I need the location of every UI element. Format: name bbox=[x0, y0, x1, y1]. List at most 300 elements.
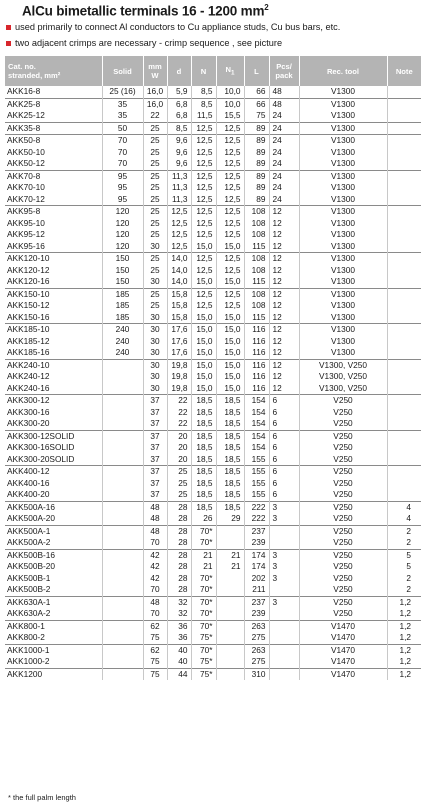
table-cell-tool: V1300 bbox=[299, 300, 387, 312]
col-header-pcs-pack bbox=[269, 56, 299, 86]
table-cell-mm: 42 bbox=[143, 561, 167, 573]
table-cell-tool: V1470 bbox=[299, 644, 387, 656]
table-cell-pcs: 48 bbox=[269, 86, 299, 98]
table-cell-cat: AKK150-10 bbox=[5, 288, 102, 300]
table-cell-note bbox=[387, 442, 421, 454]
table-cell-l: 116 bbox=[244, 383, 269, 395]
table-cell-d: 19,8 bbox=[167, 359, 191, 371]
table-cell-d: 6,8 bbox=[167, 110, 191, 122]
table-cell-solid bbox=[102, 608, 143, 620]
table-cell-note bbox=[387, 288, 421, 300]
table-cell-l: 116 bbox=[244, 371, 269, 383]
table-row bbox=[5, 656, 421, 668]
table-cell-n1: 12,5 bbox=[216, 218, 244, 230]
table-cell-n: 12,5 bbox=[191, 265, 216, 277]
table-cell-note bbox=[387, 194, 421, 206]
table-cell-cat: AKK35-8 bbox=[5, 122, 102, 135]
table-cell-pcs: 12 bbox=[269, 324, 299, 336]
table-cell-pcs: 6 bbox=[269, 418, 299, 430]
table-cell-pcs bbox=[269, 584, 299, 596]
table-cell-note: 1,2 bbox=[399, 656, 411, 666]
table-cell-n1 bbox=[216, 668, 244, 680]
table-cell-cat: AKK240-12 bbox=[5, 371, 102, 383]
table-cell-solid bbox=[102, 656, 143, 668]
table-cell-solid bbox=[102, 549, 143, 561]
table-row bbox=[5, 253, 421, 265]
table-cell-tool: V1300 bbox=[299, 135, 387, 147]
table-cell-l: 108 bbox=[244, 253, 269, 265]
table-cell-note bbox=[387, 454, 421, 466]
table-cell-solid bbox=[102, 418, 143, 430]
table-cell-l: 237 bbox=[244, 596, 269, 608]
table-cell-solid bbox=[102, 668, 143, 680]
table-cell-n1: 18,5 bbox=[216, 489, 244, 501]
table-cell-d: 22 bbox=[167, 407, 191, 419]
table-cell-pcs: 12 bbox=[269, 218, 299, 230]
table-cell-note: 5 bbox=[406, 561, 411, 571]
table-cell-d: 15,8 bbox=[167, 288, 191, 300]
table-cell-n: 12,5 bbox=[191, 206, 216, 218]
table-row bbox=[5, 194, 421, 206]
table-cell-n: 18,5 bbox=[191, 454, 216, 466]
table-row bbox=[5, 135, 421, 147]
table-cell-l: 89 bbox=[244, 122, 269, 135]
table-cell-pcs: 12 bbox=[269, 276, 299, 288]
table-cell-n1: 18,5 bbox=[216, 418, 244, 430]
table-cell-cat: AKK50-10 bbox=[5, 147, 102, 159]
table-cell-n1: 18,5 bbox=[216, 395, 244, 407]
table-cell-solid: 185 bbox=[102, 300, 143, 312]
table-cell-solid: 70 bbox=[102, 147, 143, 159]
table-cell-l: 155 bbox=[244, 489, 269, 501]
table-cell-cat: AKK120-16 bbox=[5, 276, 102, 288]
table-cell-solid: 70 bbox=[102, 158, 143, 170]
table-row bbox=[5, 537, 421, 549]
table-cell-l: 239 bbox=[244, 608, 269, 620]
table-row bbox=[5, 466, 421, 478]
table-cell-solid bbox=[102, 632, 143, 644]
table-cell-mm: 25 bbox=[143, 158, 167, 170]
table-cell-n1: 12,5 bbox=[216, 194, 244, 206]
table-cell-d: 11,3 bbox=[167, 194, 191, 206]
table-row bbox=[5, 265, 421, 277]
table-row bbox=[5, 324, 421, 336]
table-cell-n: 21 bbox=[191, 561, 216, 573]
table-cell-pcs: 6 bbox=[269, 454, 299, 466]
table-cell-solid: 185 bbox=[102, 312, 143, 324]
table-cell-n1: 12,5 bbox=[216, 229, 244, 241]
table-cell-pcs: 24 bbox=[269, 194, 299, 206]
table-cell-pcs bbox=[269, 537, 299, 549]
table-cell-cat: AKK500A-20 bbox=[5, 513, 102, 525]
table-cell-solid: 120 bbox=[102, 218, 143, 230]
table-cell-note bbox=[387, 430, 421, 442]
table-cell-d: 8,5 bbox=[167, 122, 191, 135]
table-cell-cat: AKK800-1 bbox=[5, 620, 102, 632]
table-row bbox=[5, 430, 421, 442]
table-cell-note bbox=[387, 489, 421, 501]
table-cell-cat: AKK120-10 bbox=[5, 253, 102, 265]
table-cell-solid bbox=[102, 359, 143, 371]
table-cell-pcs: 12 bbox=[269, 253, 299, 265]
table-cell-solid: 25 (16) bbox=[102, 86, 143, 98]
table-cell-cat: AKK50-12 bbox=[5, 158, 102, 170]
table-row bbox=[5, 596, 421, 608]
table-cell-tool: V250 bbox=[299, 608, 387, 620]
table-header-row bbox=[5, 56, 421, 86]
table-cell-mm: 25 bbox=[143, 122, 167, 135]
table-cell-cat: AKK400-20 bbox=[5, 489, 102, 501]
table-cell-cat: AKK630A-1 bbox=[5, 596, 102, 608]
table-cell-l: 108 bbox=[244, 229, 269, 241]
table-cell-tool: V1300 bbox=[299, 86, 387, 98]
table-cell-pcs: 12 bbox=[269, 371, 299, 383]
table-cell-n: 18,5 bbox=[191, 418, 216, 430]
table-cell-mm: 70 bbox=[143, 537, 167, 549]
table-cell-l: 75 bbox=[244, 110, 269, 122]
table-cell-mm: 25 bbox=[143, 206, 167, 218]
table-cell-solid: 35 bbox=[102, 98, 143, 110]
table-row bbox=[5, 549, 421, 561]
table-cell-n: 11,5 bbox=[191, 110, 216, 122]
table-cell-cat: AKK800-2 bbox=[5, 632, 102, 644]
table-cell-cat: AKK400-12 bbox=[5, 466, 102, 478]
table-cell-l: 275 bbox=[244, 632, 269, 644]
table-cell-n1: 15,0 bbox=[216, 312, 244, 324]
table-cell-n: 12,5 bbox=[191, 300, 216, 312]
table-cell-n1: 12,5 bbox=[216, 300, 244, 312]
table-row bbox=[5, 668, 421, 680]
table-cell-mm: 25 bbox=[143, 218, 167, 230]
table-cell-mm: 30 bbox=[143, 276, 167, 288]
table-cell-cat: AKK70-12 bbox=[5, 194, 102, 206]
table-cell-cat: AKK400-16 bbox=[5, 478, 102, 490]
table-cell-mm: 16,0 bbox=[143, 86, 167, 98]
header-text: Cat. no. bbox=[8, 62, 36, 71]
table-cell-tool: V1470 bbox=[299, 668, 387, 680]
title-superscript: 2 bbox=[264, 3, 269, 12]
table-cell-d: 28 bbox=[167, 561, 191, 573]
table-cell-note: 2 bbox=[387, 525, 421, 537]
table-row bbox=[5, 442, 421, 454]
table-cell-solid: 50 bbox=[102, 122, 143, 135]
table-cell-solid bbox=[102, 383, 143, 395]
table-cell-note: 4 bbox=[406, 513, 411, 523]
table-cell-l: 66 bbox=[244, 86, 269, 98]
table-cell-mm: 70 bbox=[143, 608, 167, 620]
table-cell-n: 18,5 bbox=[191, 466, 216, 478]
table-cell-d: 22 bbox=[167, 395, 191, 407]
table-cell-mm: 70 bbox=[143, 584, 167, 596]
table-cell-cat: AKK95-16 bbox=[5, 241, 102, 253]
table-cell-l: 310 bbox=[244, 668, 269, 680]
table-cell-pcs: 6 bbox=[269, 430, 299, 442]
table-cell-n1: 10,0 bbox=[216, 86, 244, 98]
table-cell-cat: AKK1200 bbox=[5, 668, 102, 680]
table-cell-d: 28 bbox=[167, 537, 191, 549]
table-row bbox=[5, 98, 421, 110]
table-cell-l: 89 bbox=[244, 182, 269, 194]
table-cell-n: 15,0 bbox=[191, 324, 216, 336]
table-row bbox=[5, 584, 421, 596]
table-cell-d: 28 bbox=[167, 584, 191, 596]
table-cell-mm: 75 bbox=[143, 656, 167, 668]
table-cell-mm: 37 bbox=[143, 489, 167, 501]
table-cell-note bbox=[387, 395, 421, 407]
table-cell-n1: 18,5 bbox=[216, 430, 244, 442]
table-cell-mm: 48 bbox=[143, 513, 167, 525]
table-cell-solid bbox=[102, 395, 143, 407]
table-cell-mm: 37 bbox=[143, 407, 167, 419]
col-header-n1 bbox=[216, 56, 244, 86]
table-cell-mm: 25 bbox=[143, 265, 167, 277]
table-cell-cat: AKK500A-1 bbox=[5, 525, 102, 537]
table-cell-note bbox=[387, 98, 421, 110]
table-cell-note: 1,2 bbox=[399, 608, 411, 618]
table-cell-note: 1,2 bbox=[387, 668, 421, 680]
table-cell-l: 275 bbox=[244, 656, 269, 668]
table-cell-d: 12,5 bbox=[167, 241, 191, 253]
table-cell-n: 21 bbox=[191, 549, 216, 561]
table-cell-n1: 12,5 bbox=[216, 265, 244, 277]
table-cell-tool: V1300 bbox=[299, 229, 387, 241]
table-cell-n: 70* bbox=[191, 525, 216, 537]
table-cell-tool: V1300 bbox=[299, 98, 387, 110]
table-cell-solid: 95 bbox=[102, 194, 143, 206]
table-cell-solid: 150 bbox=[102, 265, 143, 277]
table-cell-solid bbox=[102, 525, 143, 537]
table-cell-n1 bbox=[216, 656, 244, 668]
table-cell-n1: 29 bbox=[216, 513, 244, 525]
table-cell-d: 32 bbox=[167, 608, 191, 620]
note-bullet-2 bbox=[6, 38, 282, 48]
table-cell-pcs: 6 bbox=[269, 478, 299, 490]
table-cell-tool: V1300 bbox=[299, 276, 387, 288]
table-cell-n1: 15,0 bbox=[216, 336, 244, 348]
table-cell-note: 4 bbox=[387, 501, 421, 513]
table-cell-l: 108 bbox=[244, 265, 269, 277]
table-cell-mm: 25 bbox=[143, 300, 167, 312]
table-cell-mm: 25 bbox=[143, 182, 167, 194]
table-cell-mm: 37 bbox=[143, 430, 167, 442]
table-cell-n: 70* bbox=[191, 573, 216, 585]
table-row bbox=[5, 86, 421, 98]
table-cell-l: 89 bbox=[244, 135, 269, 147]
table-cell-pcs bbox=[269, 644, 299, 656]
table-cell-n1: 15,0 bbox=[216, 359, 244, 371]
table-cell-n1: 15,0 bbox=[216, 371, 244, 383]
table-cell-pcs: 24 bbox=[269, 147, 299, 159]
header-subscript: 1 bbox=[230, 69, 235, 77]
table-cell-l: 66 bbox=[244, 98, 269, 110]
table-cell-tool: V1300 bbox=[299, 110, 387, 122]
table-cell-tool: V1300 bbox=[299, 194, 387, 206]
col-header-rec-tool: Rec. tool bbox=[299, 56, 387, 86]
table-row bbox=[5, 407, 421, 419]
table-row bbox=[5, 395, 421, 407]
table-cell-l: 211 bbox=[244, 584, 269, 596]
table-cell-l: 115 bbox=[244, 312, 269, 324]
table-cell-solid bbox=[102, 573, 143, 585]
table-cell-solid bbox=[102, 371, 143, 383]
table-cell-l: 89 bbox=[244, 158, 269, 170]
table-cell-pcs: 3 bbox=[269, 596, 299, 608]
table-cell-n1 bbox=[216, 620, 244, 632]
table-cell-n: 70* bbox=[191, 644, 216, 656]
table-cell-note bbox=[387, 312, 421, 324]
table-cell-tool: V250 bbox=[299, 584, 387, 596]
table-body bbox=[5, 86, 421, 680]
table-cell-mm: 30 bbox=[143, 347, 167, 359]
note-bullet-text: two adjacent crimps are necessary - crimp sequence , see picture bbox=[15, 38, 283, 48]
table-cell-cat: AKK500A-2 bbox=[5, 537, 102, 549]
table-cell-tool: V1470 bbox=[299, 620, 387, 632]
table-cell-d: 9,6 bbox=[167, 158, 191, 170]
table-row bbox=[5, 371, 421, 383]
red-square-icon bbox=[6, 41, 11, 46]
table-cell-solid: 120 bbox=[102, 241, 143, 253]
table-cell-l: 115 bbox=[244, 241, 269, 253]
table-cell-tool: V250 bbox=[299, 525, 387, 537]
table-row bbox=[5, 513, 421, 525]
table-cell-n1: 15,0 bbox=[216, 347, 244, 359]
table-cell-d: 28 bbox=[167, 513, 191, 525]
table-row bbox=[5, 147, 421, 159]
table-cell-solid: 240 bbox=[102, 336, 143, 348]
table-cell-note bbox=[387, 218, 421, 230]
table-cell-solid bbox=[102, 584, 143, 596]
table-row bbox=[5, 383, 421, 395]
table-cell-n: 15,0 bbox=[191, 336, 216, 348]
table-row bbox=[5, 288, 421, 300]
table-cell-note bbox=[387, 122, 421, 135]
table-cell-d: 9,6 bbox=[167, 135, 191, 147]
table-cell-n: 70* bbox=[191, 596, 216, 608]
table-cell-d: 25 bbox=[167, 478, 191, 490]
table-cell-tool: V250 bbox=[299, 549, 387, 561]
table-cell-tool: V250 bbox=[299, 442, 387, 454]
table-cell-note: 1,2 bbox=[387, 644, 421, 656]
table-cell-solid: 95 bbox=[102, 170, 143, 182]
table-cell-n1: 18,5 bbox=[216, 501, 244, 513]
table-cell-tool: V1300 bbox=[299, 312, 387, 324]
table-cell-solid bbox=[102, 466, 143, 478]
table-cell-tool: V1300 bbox=[299, 253, 387, 265]
table-cell-pcs: 6 bbox=[269, 489, 299, 501]
table-cell-n: 12,5 bbox=[191, 170, 216, 182]
col-header-solid: Solid bbox=[102, 56, 143, 86]
table-cell-pcs: 6 bbox=[269, 466, 299, 478]
table-cell-cat: AKK70-8 bbox=[5, 170, 102, 182]
table-cell-n: 18,5 bbox=[191, 395, 216, 407]
table-cell-pcs: 3 bbox=[269, 549, 299, 561]
table-cell-mm: 22 bbox=[143, 110, 167, 122]
table-cell-tool: V250 bbox=[299, 478, 387, 490]
table-cell-pcs: 12 bbox=[269, 383, 299, 395]
header-text: mm bbox=[148, 62, 162, 71]
table-cell-n: 18,5 bbox=[191, 478, 216, 490]
table-cell-n1: 15,0 bbox=[216, 276, 244, 288]
table-cell-n: 15,0 bbox=[191, 383, 216, 395]
table-cell-d: 25 bbox=[167, 466, 191, 478]
table-cell-n: 15,0 bbox=[191, 359, 216, 371]
table-cell-solid: 35 bbox=[102, 110, 143, 122]
table-cell-pcs: 3 bbox=[269, 501, 299, 513]
table-cell-cat: AKK300-20 bbox=[5, 418, 102, 430]
table-cell-tool: V250 bbox=[299, 501, 387, 513]
table-row bbox=[5, 644, 421, 656]
table-cell-note bbox=[387, 466, 421, 478]
table-cell-mm: 42 bbox=[143, 573, 167, 585]
table-cell-n1: 18,5 bbox=[216, 466, 244, 478]
table-cell-note bbox=[387, 336, 421, 348]
table-cell-cat: AKK25-12 bbox=[5, 110, 102, 122]
table-cell-mm: 48 bbox=[143, 596, 167, 608]
table-cell-pcs bbox=[269, 668, 299, 680]
table-cell-cat: AKK16-8 bbox=[5, 86, 102, 98]
table-row bbox=[5, 182, 421, 194]
table-cell-l: 108 bbox=[244, 206, 269, 218]
table-cell-mm: 30 bbox=[143, 359, 167, 371]
table-cell-cat: AKK500B-1 bbox=[5, 573, 102, 585]
table-cell-n1: 15,0 bbox=[216, 324, 244, 336]
table-cell-mm: 48 bbox=[143, 501, 167, 513]
table-row bbox=[5, 241, 421, 253]
table-row bbox=[5, 418, 421, 430]
table-cell-note bbox=[387, 407, 421, 419]
table-cell-l: 89 bbox=[244, 194, 269, 206]
table-cell-l: 154 bbox=[244, 407, 269, 419]
table-cell-solid bbox=[102, 513, 143, 525]
table-cell-l: 116 bbox=[244, 336, 269, 348]
table-cell-tool: V250 bbox=[299, 489, 387, 501]
header-text: W bbox=[151, 71, 159, 80]
table-cell-l: 263 bbox=[244, 620, 269, 632]
table-cell-n1: 18,5 bbox=[216, 454, 244, 466]
table-cell-d: 11,3 bbox=[167, 182, 191, 194]
table-cell-n1 bbox=[216, 608, 244, 620]
table-cell-l: 174 bbox=[244, 561, 269, 573]
table-cell-n1: 15,0 bbox=[216, 241, 244, 253]
table-cell-solid: 120 bbox=[102, 206, 143, 218]
table-cell-note bbox=[387, 359, 421, 371]
table-cell-note bbox=[387, 371, 421, 383]
table-row bbox=[5, 525, 421, 537]
table-cell-cat: AKK300-16SOLID bbox=[5, 442, 102, 454]
table-cell-tool: V1300 bbox=[299, 265, 387, 277]
col-header-d: d bbox=[167, 56, 191, 86]
table-cell-solid bbox=[102, 501, 143, 513]
table-cell-note: 5 bbox=[387, 549, 421, 561]
table-cell-n1: 10,0 bbox=[216, 98, 244, 110]
table-cell-n1: 15,0 bbox=[216, 383, 244, 395]
table-cell-tool: V250 bbox=[299, 561, 387, 573]
table-cell-d: 44 bbox=[167, 668, 191, 680]
table-cell-pcs: 24 bbox=[269, 110, 299, 122]
table-cell-l: 155 bbox=[244, 466, 269, 478]
table-cell-mm: 25 bbox=[143, 253, 167, 265]
table-cell-cat: AKK300-16 bbox=[5, 407, 102, 419]
table-cell-tool: V1300 bbox=[299, 206, 387, 218]
table-cell-mm: 62 bbox=[143, 620, 167, 632]
table-cell-solid bbox=[102, 454, 143, 466]
table-cell-d: 17,6 bbox=[167, 336, 191, 348]
table-cell-tool: V250 bbox=[299, 407, 387, 419]
table-cell-pcs: 24 bbox=[269, 122, 299, 135]
table-cell-d: 17,6 bbox=[167, 324, 191, 336]
table-cell-note: 2 bbox=[406, 584, 411, 594]
table-cell-cat: AKK500A-16 bbox=[5, 501, 102, 513]
